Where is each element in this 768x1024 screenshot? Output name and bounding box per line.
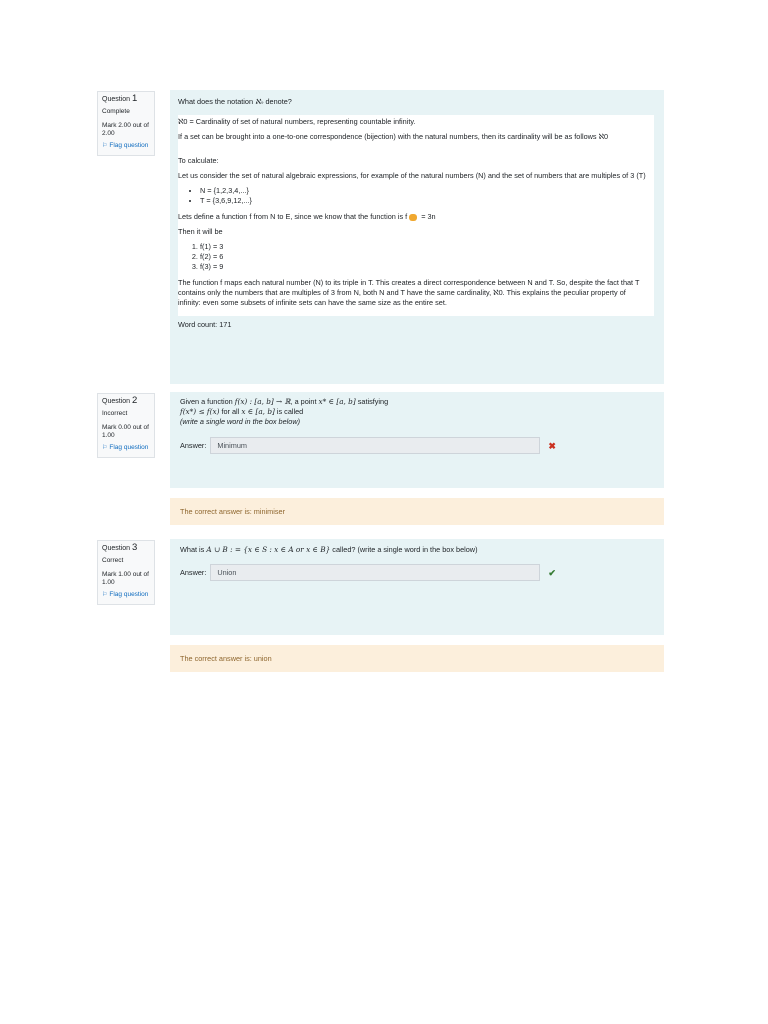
answer-row bbox=[180, 437, 654, 454]
values-list bbox=[178, 242, 650, 272]
question-state: Incorrect bbox=[102, 410, 128, 417]
list-item: • N = {1,2,3,4,...} bbox=[200, 186, 650, 196]
question-number: Question 1 bbox=[102, 93, 138, 104]
set-list bbox=[178, 186, 650, 206]
question-2-feedback: The correct answer is: minimiser bbox=[170, 498, 664, 525]
flag-question-link[interactable] bbox=[102, 142, 150, 150]
question-grade: Mark 2.00 out of 2.00 bbox=[102, 122, 149, 137]
question-1-content bbox=[170, 90, 664, 384]
flag-question-label: Flag question bbox=[109, 142, 149, 149]
flag-question-link[interactable] bbox=[102, 591, 150, 599]
flag-icon: ⚐ bbox=[102, 592, 108, 598]
question-grade: Mark 0.00 out of 1.00 bbox=[102, 424, 149, 439]
check-icon: ✔ bbox=[548, 567, 556, 578]
question-text: What does the notation ℵ₀ denote? bbox=[178, 97, 292, 106]
cross-icon: ✖ bbox=[548, 440, 556, 451]
list-item: 2. f(2) = 6 bbox=[200, 252, 650, 262]
answer-input[interactable]: Union bbox=[210, 564, 540, 581]
emoji-icon bbox=[409, 214, 417, 221]
answer-row bbox=[180, 564, 654, 581]
question-text: What is A ∪ B : = {x ∈ S : x ∈ A or x ∈ B} called? (write a single word in the box below) bbox=[180, 545, 478, 554]
question-state: Correct bbox=[102, 557, 124, 564]
question-2-content bbox=[170, 392, 664, 488]
instruction: (write a single word in the box below) bbox=[180, 417, 301, 426]
flag-question-link[interactable] bbox=[102, 444, 150, 452]
flag-question-label: Flag question bbox=[109, 444, 149, 451]
flag-icon: ⚐ bbox=[102, 143, 108, 149]
list-item: • T = {3,6,9,12,...} bbox=[200, 196, 650, 206]
question-3-info bbox=[97, 540, 155, 605]
essay-response: ℵ0 = Cardinality of set of natural numbers, representing countable infinity. If a set can be brought into a one-to-one correspondence (bijection) with the natural numbers, then its cardinality will be as follows ℵ0 To calculate: Let us consider the set of natural algebraic expressions, for example of the natural numbers (N) and the set of numbers that are multiples of 3 (T) • N = {1,2,3,4,...} • T = {3,6,9,12,...} Lets define a function f from N to E, since we know that the function is f = 3n Then it will be 1. f(1) = 3 2. f(2) = 6 3. f(3) = 9 The function f maps each natural number (N) to its triple in T. This creates a direct correspondence between N and T. So, despite the fact that T contains only the numbers that are multiples of 3 from N, both N and T have the same cardinality, ℵ0. This explains the peculiar property of infinity: even some subsets of infinite sets can have the same size as the entire set. bbox=[178, 115, 654, 316]
question-number: Question 2 bbox=[102, 395, 138, 406]
answer-input[interactable]: Minimum bbox=[210, 437, 540, 454]
question-3-content bbox=[170, 539, 664, 635]
list-item: 1. f(1) = 3 bbox=[200, 242, 650, 252]
question-state: Complete bbox=[102, 108, 130, 115]
question-text: Given a function f(x) : [a, b] → ℝ, a point x* ∈ [a, b] satisfying f(x*) ≤ f(x) for all x ∈ [a, b] is called (write a single word in the box below) bbox=[180, 397, 654, 427]
word-count: Word count: 171 bbox=[178, 320, 232, 329]
flag-question-label: Flag question bbox=[109, 591, 149, 598]
answer-label: Answer: bbox=[180, 567, 207, 577]
question-3-feedback: The correct answer is: union bbox=[170, 645, 664, 672]
answer-label: Answer: bbox=[180, 440, 207, 450]
list-item: 3. f(3) = 9 bbox=[200, 262, 650, 272]
question-number: Question 3 bbox=[102, 542, 138, 553]
question-2-info bbox=[97, 393, 155, 458]
question-1-info bbox=[97, 91, 155, 156]
question-grade: Mark 1.00 out of 1.00 bbox=[102, 571, 149, 586]
flag-icon: ⚐ bbox=[102, 445, 108, 451]
